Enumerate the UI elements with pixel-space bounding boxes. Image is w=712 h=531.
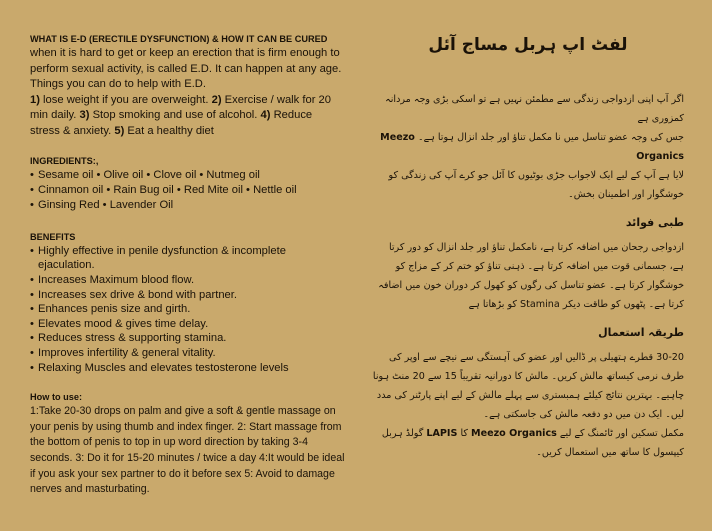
urdu-benefits-text-1: ازدواجی رجحان میں اضافہ کرتا ہے، نامکمل تناؤ اور جلد انزال کو دور کرتا ہے، جسمانی قوت میں اضافہ کرتا ہے۔ ذہنی تناؤ کو ختم کر کے مزاج کو خوشگوار کرتا ہے۔ عضو تناسل کی رگوں کو کھول کر دوران خون میں اضافہ کرتا ہے۔ پٹھوں کو طاقت دیکر	[378, 242, 684, 310]
tip-text: Reduce stress & anxiety.	[30, 109, 313, 137]
tip-number: 4)	[260, 109, 271, 122]
benefit-item: • Enhances penis size and girth.	[30, 302, 345, 317]
what-is-ed-heading: WHAT IS E-D (ERECTILE DYSFUNCTION) & HOW IT CAN BE CURED	[30, 34, 328, 44]
urdu-usage-text: 30-20 قطرے ہتھیلی پر ڈالیں اور عضو کی آہستگی سے نیچے سے اوپر کی طرف نرمی کیساتھ مالش کریں۔ مالش کا دورانیہ تقریباً 15 سے 20 منٹ ہونا چاہیے۔ بہترین نتائج کیلئے ہمبستری سے پہلے مالش کے لیے اپنے پارٹنر کی مدد لیں۔ ایک دن میں دو دفعہ مالش کی جاسکتی ہے۔	[372, 352, 684, 420]
urdu-usage-capsule-pre: مکمل تسکین اور ٹائمنگ کے لیے	[559, 428, 684, 439]
tip-number: 2)	[211, 93, 222, 106]
urdu-usage-capsule	[372, 424, 684, 462]
tip-number: 5)	[114, 124, 125, 137]
benefit-item: • Increases sex drive & bond with partner.	[30, 288, 345, 303]
brand-name-2: Meezo Organics	[471, 428, 557, 439]
urdu-intro-2	[372, 128, 684, 166]
benefit-item: • Elevates mood & gives time delay.	[30, 317, 345, 332]
stamina-word: Stamina	[520, 299, 560, 310]
urdu-benefits-text	[372, 238, 684, 314]
lapis-brand: LAPIS	[426, 428, 458, 439]
ingredients-heading: INGREDIENTS:,	[30, 155, 99, 166]
urdu-panel	[372, 30, 684, 462]
benefit-item: • Increases Maximum blood flow.	[30, 273, 345, 288]
urdu-title: لفٹ اپ ہربل مساج آئل	[428, 35, 628, 55]
ingredient-line: • Sesame oil • Olive oil • Clove oil • Nutmeg oil	[30, 168, 345, 183]
urdu-benefits-heading: طبی فوائد	[625, 216, 684, 229]
urdu-intro-3: لایا ہے آپ کے لیے ایک لاجواب جڑی بوٹیوں کا آئل جو کرے آپ کی زندگی کو خوشگوار اور اطمینان بخش۔	[388, 170, 684, 200]
ingredient-line: • Ginsing Red • Lavender Oil	[30, 198, 345, 213]
benefit-item: • Improves infertility & general vitality.	[30, 346, 345, 361]
tip-text: Exercise / walk for 20 min daily.	[30, 93, 331, 122]
how-to-use-heading: How to use:	[30, 392, 83, 403]
ingredient-line: • Cinnamon oil • Rain Bug oil • Red Mite oil • Nettle oil	[30, 183, 345, 198]
urdu-intro-2-text: جس کی وجہ عضو تناسل میں نا مکمل تناؤ اور جلد انزال ہوتا ہے۔	[417, 132, 684, 143]
tip-text: Eat a healthy diet	[124, 124, 214, 137]
brand-name: Meezo Organics	[380, 132, 684, 162]
benefit-item: • Reduces stress & supporting stamina.	[30, 331, 345, 346]
english-panel	[30, 33, 345, 498]
benefit-item: • Relaxing Muscles and elevates testosterone levels	[30, 361, 345, 376]
tip-number: 1)	[30, 93, 40, 106]
urdu-usage-heading: طریقہ استعمال	[598, 326, 684, 339]
benefits-heading: BENEFITS	[30, 231, 76, 242]
urdu-usage-capsule-post: گولڈ ہربل کیپسول کا ساتھ میں استعمال کریں۔	[381, 428, 684, 458]
tip-text: Stop smoking and use of alcohol.	[89, 109, 261, 122]
tips-list	[30, 93, 345, 140]
benefits-list	[30, 244, 345, 375]
benefit-item: • Highly effective in penile dysfunction & incomplete ejaculation.	[30, 244, 345, 273]
what-is-ed-text: when it is hard to get or keep an erection that is firm enough to perform sexual activity, is called E.D. It can happen at any age. Things you can do to help with E.D.	[30, 47, 342, 91]
tip-number: 3)	[79, 109, 90, 122]
urdu-usage-capsule-mid: کا	[460, 428, 468, 439]
how-to-use-text: 1:Take 20-30 drops on palm and give a soft & gentle massage on your penis by using thumb and index finger. 2: Start massage from the bottom of penis to top in up word direction by taking 3-4 seconds. 3: Do it for 15-20 minutes / twice a day 4:It would be ideal if you ask your sex partner to do it before sex 5: Avoid to damage nerves and masturbating.	[30, 405, 345, 496]
tip-text: lose weight if you are overweight.	[39, 93, 212, 106]
urdu-intro-1: اگر آپ اپنی ازدواجی زندگی سے مطمئن نہیں ہے تو اسکی بڑی وجہ مردانہ کمزوری ہے	[385, 94, 684, 124]
urdu-benefits-text-2: کو بڑھاتا ہے	[468, 299, 517, 310]
ingredients-list	[30, 168, 345, 214]
